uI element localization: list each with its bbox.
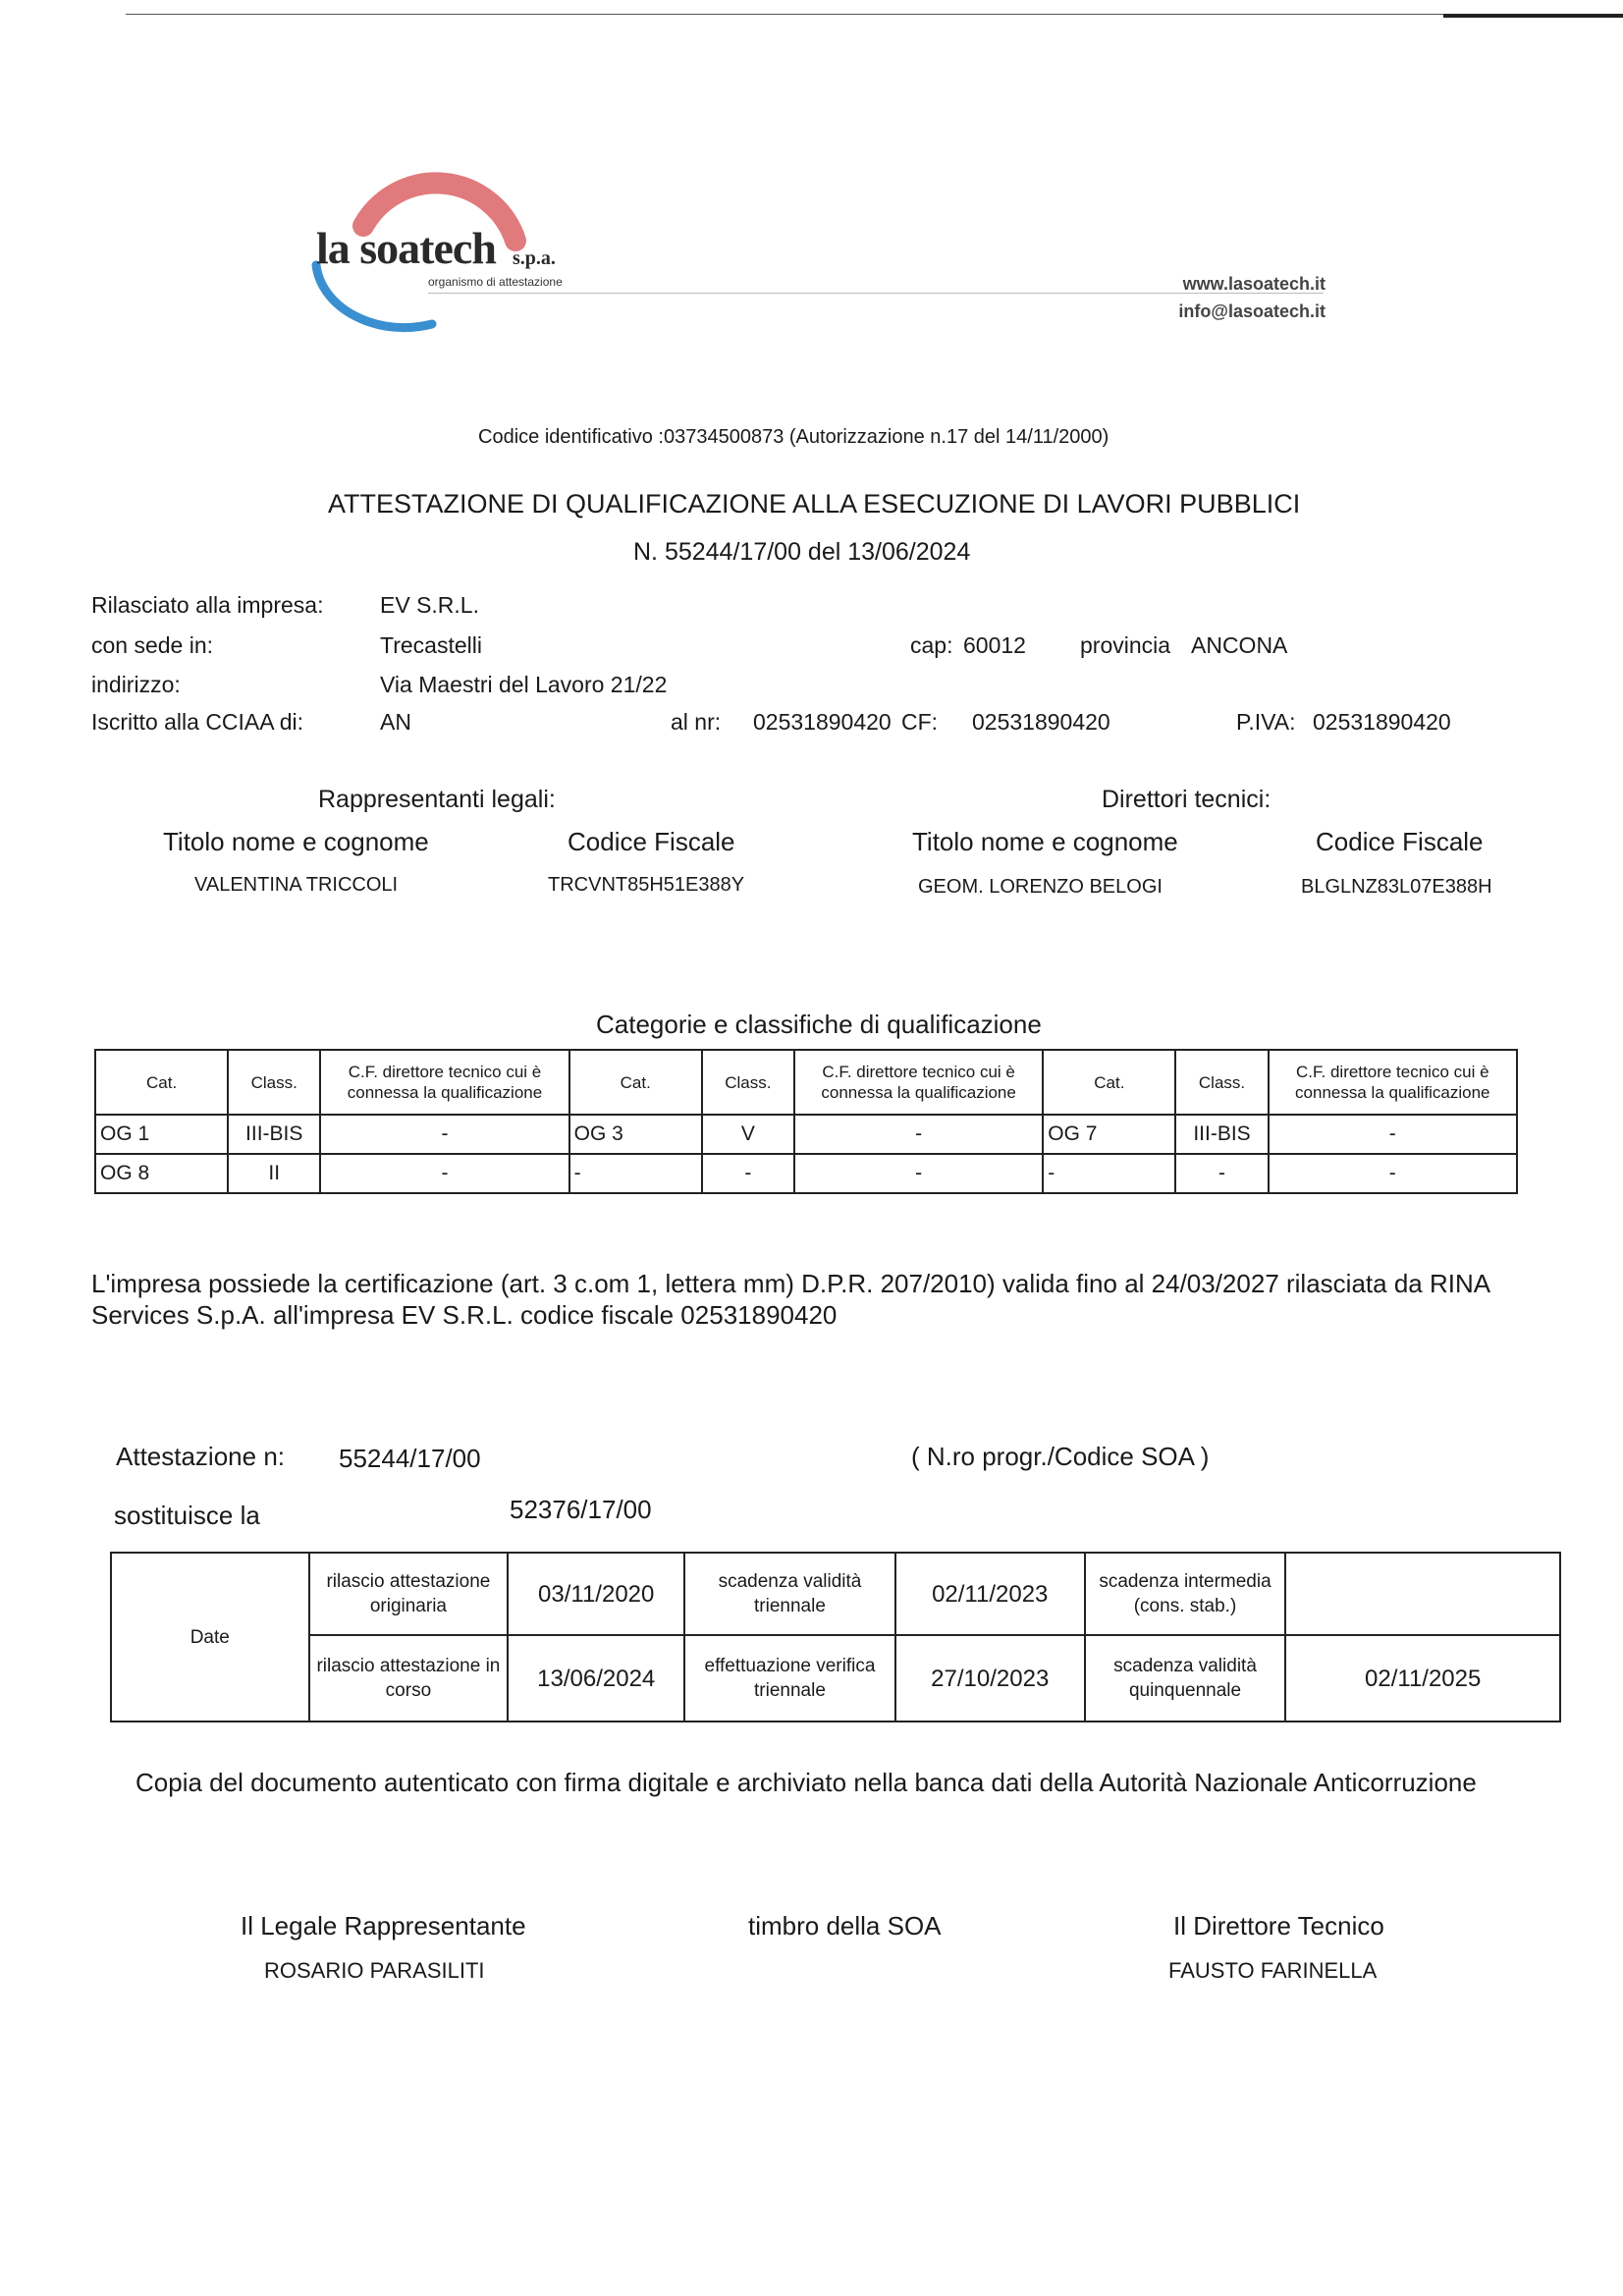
cell-class: - [1175, 1154, 1268, 1193]
tech-cf: BLGLNZ83L07E388H [1301, 876, 1492, 898]
header-cf-director: C.F. direttore tecnico cui è connessa la qualificazione [1269, 1050, 1517, 1115]
cell-cat: OG 1 [95, 1115, 228, 1154]
label-attestazione: Attestazione n: [116, 1442, 285, 1471]
cell-cf: - [794, 1154, 1043, 1193]
cell-cf: - [1269, 1115, 1517, 1154]
scadenza-quinquennale-label: scadenza validità quinquennale [1085, 1635, 1286, 1722]
label-sede: con sede in: [91, 632, 214, 658]
legal-col-name: Titolo nome e cognome [163, 827, 429, 856]
tech-director-name: FAUSTO FARINELLA [1168, 1958, 1378, 1983]
legal-rep-label: Il Legale Rappresentante [241, 1911, 526, 1941]
scadenza-triennale-label: scadenza validità triennale [684, 1553, 895, 1635]
cap-value: 60012 [963, 632, 1026, 658]
label-piva: P.IVA: [1236, 709, 1296, 735]
header-class: Class. [228, 1050, 320, 1115]
table-header-row [95, 1050, 1517, 1115]
cell-cat: OG 8 [95, 1154, 228, 1193]
top-rule-thick [1443, 14, 1623, 18]
legal-rep-name: ROSARIO PARASILITI [264, 1958, 485, 1983]
label-provincia: provincia [1080, 632, 1171, 658]
sede-value: Trecastelli [380, 632, 482, 658]
cell-class: II [228, 1154, 320, 1193]
cell-class: III-BIS [228, 1115, 320, 1154]
attestazione-number: 55244/17/00 [339, 1444, 481, 1473]
cell-class: V [702, 1115, 794, 1154]
stamp-label: timbro della SOA [748, 1911, 942, 1941]
rilascio-originaria-value: 03/11/2020 [508, 1553, 684, 1635]
header-cat: Cat. [569, 1050, 702, 1115]
attestazione-note: ( N.ro progr./Codice SOA ) [911, 1442, 1210, 1471]
tech-heading: Direttori tecnici: [1102, 786, 1271, 813]
cell-cf: - [320, 1154, 568, 1193]
legal-col-cf: Codice Fiscale [568, 827, 735, 856]
impresa-value: EV S.R.L. [380, 592, 479, 618]
cf-value: 02531890420 [972, 709, 1110, 735]
header-class: Class. [702, 1050, 794, 1115]
categories-title: Categorie e classifiche di qualificazione [596, 1010, 1042, 1039]
verifica-triennale-value: 27/10/2023 [895, 1635, 1085, 1722]
cell-class: - [702, 1154, 794, 1193]
nr-value: 02531890420 [753, 709, 892, 735]
logo-tagline: organismo di attestazione [428, 275, 563, 289]
document-title: ATTESTAZIONE DI QUALIFICAZIONE ALLA ESECUZIONE DI LAVORI PUBBLICI [328, 489, 1301, 519]
table-row [95, 1115, 1517, 1154]
sostituisce-number: 52376/17/00 [510, 1495, 652, 1524]
dates-table [110, 1552, 1561, 1722]
cell-cat: - [569, 1154, 702, 1193]
rilascio-originaria-label: rilascio attestazione originaria [309, 1553, 509, 1635]
label-indirizzo: indirizzo: [91, 672, 181, 697]
date-label: Date [111, 1553, 309, 1722]
logo-suffix: s.p.a. [513, 247, 556, 269]
provincia-value: ANCONA [1191, 632, 1288, 658]
scadenza-intermedia-label: scadenza intermedia (cons. stab.) [1085, 1553, 1286, 1635]
rilascio-corso-label: rilascio attestazione in corso [309, 1635, 509, 1722]
website-link[interactable]: www.lasoatech.it [1182, 274, 1325, 294]
tech-col-name: Titolo nome e cognome [912, 827, 1178, 856]
header-cf-director: C.F. direttore tecnico cui è connessa la qualificazione [794, 1050, 1043, 1115]
logo-brand: la soatech [316, 223, 496, 273]
legal-cf: TRCVNT85H51E388Y [548, 874, 745, 896]
contact-block [1178, 270, 1325, 325]
document-number: N. 55244/17/00 del 13/06/2024 [633, 538, 971, 566]
scadenza-intermedia-value [1285, 1553, 1560, 1635]
cell-cf: - [1269, 1154, 1517, 1193]
header-cat: Cat. [95, 1050, 228, 1115]
scadenza-triennale-value: 02/11/2023 [895, 1553, 1085, 1635]
certification-line-1: L'impresa possiede la certificazione (art. 3 c.om 1, lettera mm) D.P.R. 207/2010) valida fino al 24/03/2027 rilasciata da RINA [91, 1269, 1491, 1298]
table-row [95, 1154, 1517, 1193]
label-nr: al nr: [671, 709, 722, 735]
cell-class: III-BIS [1175, 1115, 1268, 1154]
piva-value: 02531890420 [1313, 709, 1451, 735]
top-rule [126, 14, 1623, 15]
label-sostituisce: sostituisce la [114, 1501, 260, 1530]
tech-col-cf: Codice Fiscale [1316, 827, 1484, 856]
tech-director-label: Il Direttore Tecnico [1173, 1911, 1384, 1941]
label-cap: cap: [910, 632, 953, 658]
codice-identificativo: Codice identificativo :03734500873 (Autorizzazione n.17 del 14/11/2000) [478, 426, 1109, 448]
header-cat: Cat. [1043, 1050, 1175, 1115]
indirizzo-value: Via Maestri del Lavoro 21/22 [380, 672, 668, 697]
certification-line-2: Services S.p.A. all'impresa EV S.R.L. codice fiscale 02531890420 [91, 1300, 838, 1330]
categories-table [94, 1049, 1518, 1194]
cell-cf: - [794, 1115, 1043, 1154]
rilascio-corso-value: 13/06/2024 [508, 1635, 684, 1722]
email-link[interactable]: info@lasoatech.it [1178, 301, 1325, 321]
label-ccia: Iscritto alla CCIAA di: [91, 709, 304, 735]
dates-row [111, 1635, 1560, 1722]
cell-cat: - [1043, 1154, 1175, 1193]
verifica-triennale-label: effettuazione verifica triennale [684, 1635, 895, 1722]
header-class: Class. [1175, 1050, 1268, 1115]
dates-row [111, 1553, 1560, 1635]
cell-cat: OG 3 [569, 1115, 702, 1154]
copy-note: Copia del documento autenticato con firma digitale e archiviato nella banca dati della Autorità Nazionale Anticorruzione [135, 1768, 1477, 1797]
cell-cat: OG 7 [1043, 1115, 1175, 1154]
legal-name: VALENTINA TRICCOLI [194, 874, 399, 896]
cell-cf: - [320, 1115, 568, 1154]
scadenza-quinquennale-value: 02/11/2025 [1285, 1635, 1560, 1722]
ccia-value: AN [380, 709, 411, 735]
header-cf-director: C.F. direttore tecnico cui è connessa la qualificazione [320, 1050, 568, 1115]
tech-name: GEOM. LORENZO BELOGI [918, 876, 1163, 898]
legal-heading: Rappresentanti legali: [318, 786, 556, 813]
label-cf: CF: [901, 709, 939, 735]
label-impresa: Rilasciato alla impresa: [91, 592, 324, 618]
